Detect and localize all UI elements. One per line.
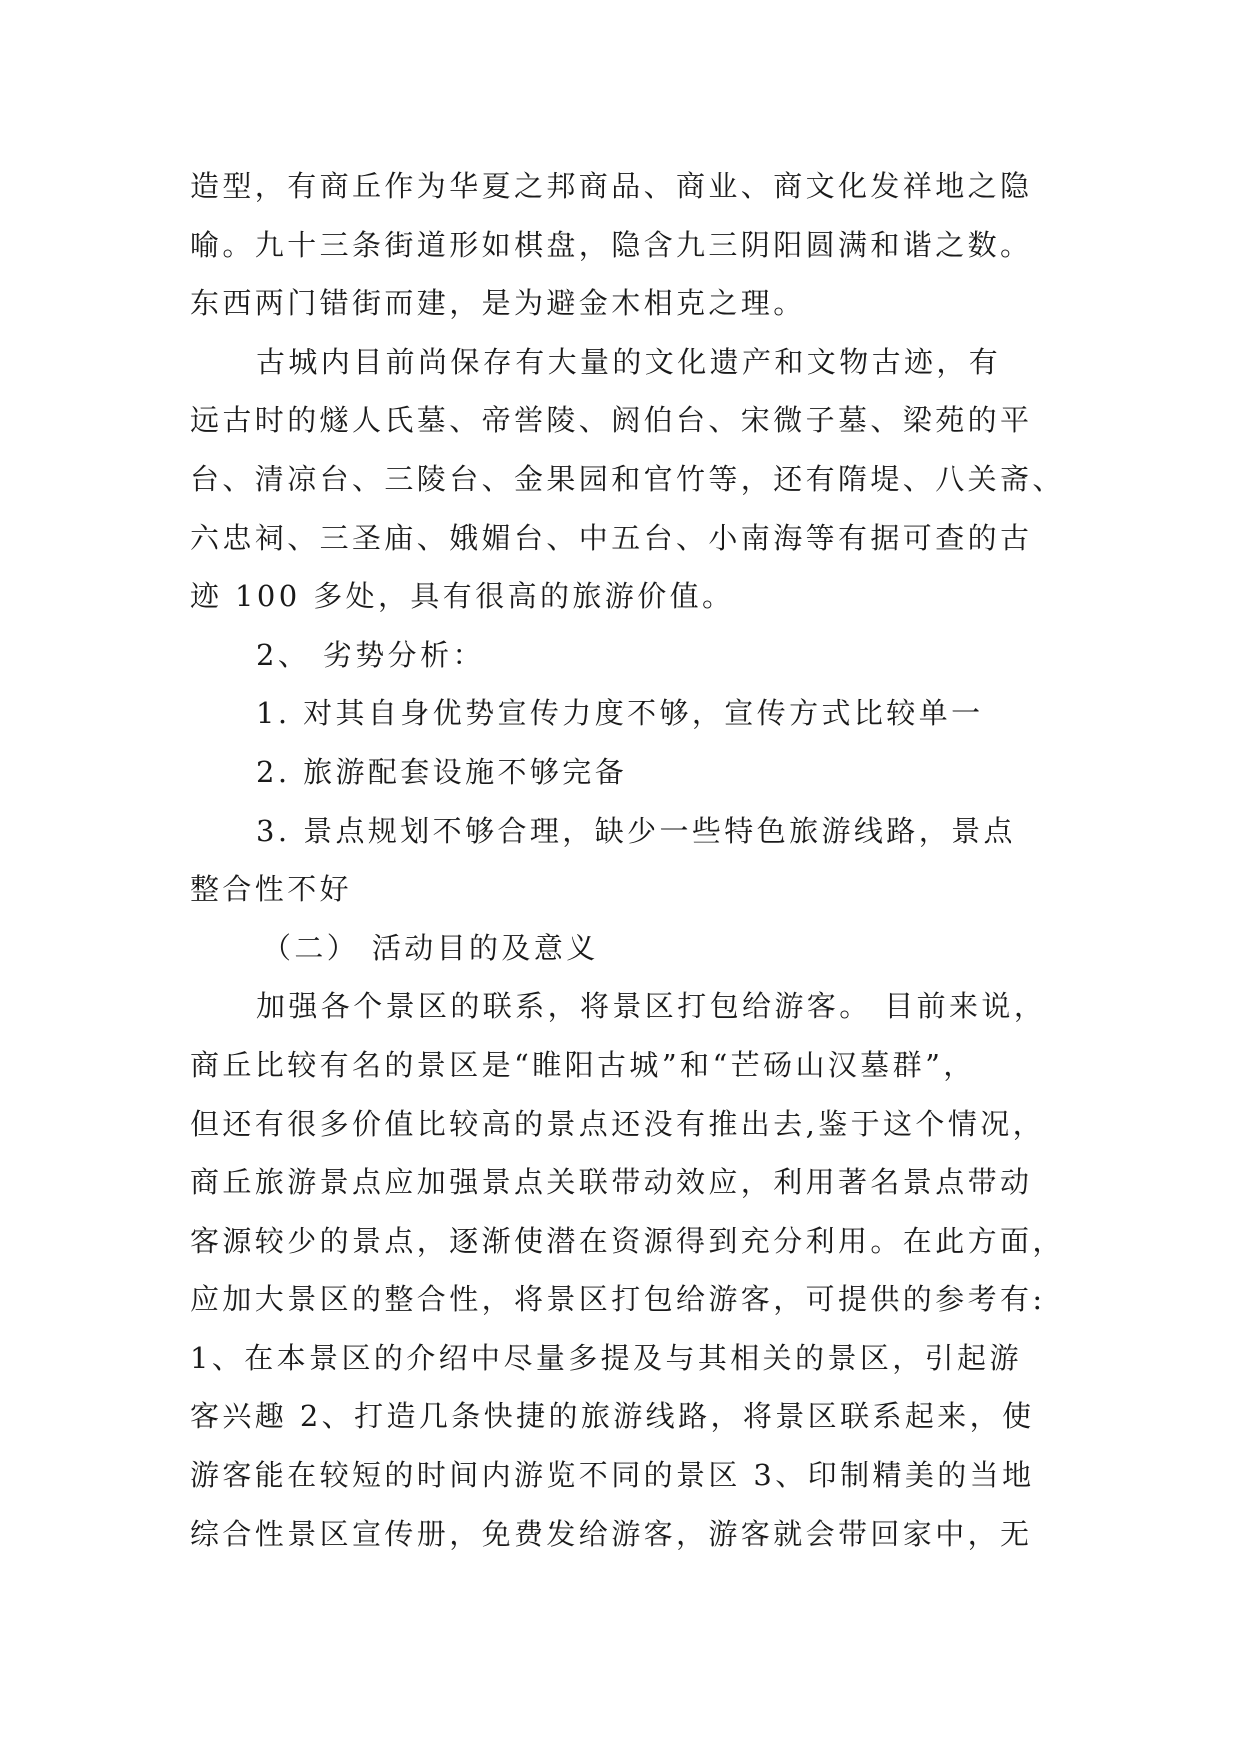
- text-line: 台、清凉台、三陵台、金果园和官竹等，还有隋堤、八关斋、: [190, 461, 1065, 496]
- paragraph-first-line: 加强各个景区的联系，将景区打包给游客。 目前来说，: [256, 989, 1047, 1024]
- list-item-2: 2. 旅游配套设施不够完备: [256, 754, 628, 789]
- section-heading-weakness: 2、 劣势分析：: [256, 637, 485, 672]
- text-line: 六忠祠、三圣庙、娥媚台、中五台、小南海等有据可查的古: [190, 520, 1033, 555]
- text-line: 远古时的燧人氏墓、帝喾陵、阏伯台、宋微子墓、梁苑的平: [190, 403, 1033, 438]
- text-line: 客源较少的景点，逐渐使潜在资源得到充分利用。在此方面，: [190, 1223, 1065, 1258]
- text-line: 客兴趣 2、打造几条快捷的旅游线路，将景区联系起来，使: [190, 1399, 1035, 1434]
- text-line: 喻。九十三条街道形如棋盘，隐含九三阴阳圆满和谐之数。: [190, 227, 1033, 262]
- list-item-3-continuation: 整合性不好: [190, 872, 353, 907]
- text-line: 东西两门错街而建，是为避金木相克之理。: [190, 286, 806, 321]
- section-heading-purpose: （二） 活动目的及意义: [262, 930, 599, 965]
- list-item-3: 3. 景点规划不够合理，缺少一些特色旅游线路，景点: [256, 813, 1016, 848]
- text-line: 1、在本景区的介绍中尽量多提及与其相关的景区，引起游: [190, 1340, 1022, 1375]
- text-line: 但还有很多价值比较高的景点还没有推出去,鉴于这个情况，: [190, 1106, 1046, 1141]
- text-line: 应加大景区的整合性，将景区打包给游客，可提供的参考有:: [190, 1282, 1046, 1317]
- document-body: [190, 157, 1080, 1563]
- text-line: 商丘比较有名的景区是“睢阳古城”和“芒砀山汉墓群”，: [190, 1047, 976, 1082]
- list-item-1: 1. 对其自身优势宣传力度不够，宣传方式比较单一: [256, 696, 984, 731]
- paragraph-first-line: 古城内目前尚保存有大量的文化遗产和文物古迹，有: [256, 344, 1002, 379]
- text-line: 造型，有商丘作为华夏之邦商品、商业、商文化发祥地之隐: [190, 169, 1033, 203]
- text-line: 迹 100 多处，具有很高的旅游价值。: [190, 579, 735, 614]
- text-line: 综合性景区宣传册，免费发给游客，游客就会带回家中，无: [190, 1516, 1033, 1551]
- text-line: 商丘旅游景点应加强景点关联带动效应，利用著名景点带动: [190, 1165, 1033, 1200]
- text-line: 游客能在较短的时间内游览不同的景区 3、印制精美的当地: [190, 1458, 1035, 1493]
